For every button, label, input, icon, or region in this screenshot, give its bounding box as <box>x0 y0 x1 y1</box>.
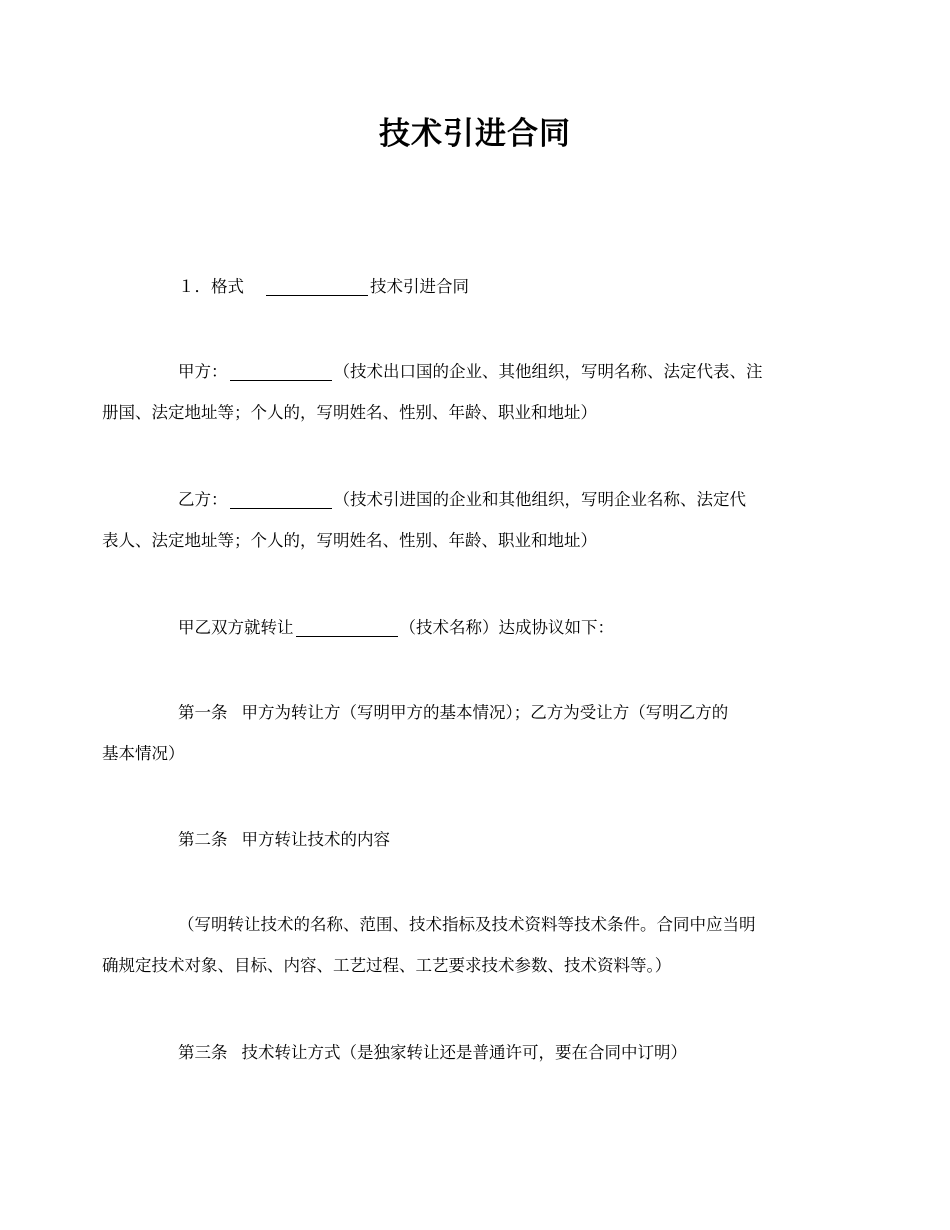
article-1-heading: 第一条 <box>178 703 228 722</box>
article-2-line <box>140 819 812 860</box>
party-b-label: 乙方： <box>178 490 228 509</box>
article-3-line <box>140 1032 812 1073</box>
party-b-paragraph <box>102 479 812 561</box>
article-3-heading: 第三条 <box>178 1043 228 1062</box>
article-2-note <box>102 904 812 986</box>
article-2-note-line1: （写明转让技术的名称、范围、技术指标及技术资料等技术条件。合同中应当明 <box>178 915 756 934</box>
agreement-suffix: （技术名称）达成协议如下： <box>399 618 614 637</box>
agreement-prefix: 甲乙双方就转让 <box>178 618 294 637</box>
party-b-blank <box>230 490 332 509</box>
article-2-heading: 第二条 <box>178 830 228 849</box>
article-3-text: 技术转让方式（是独家转让还是普通许可，要在合同中订明） <box>241 1043 687 1062</box>
article-2-note-line2: 确规定技术对象、目标、内容、工艺过程、工艺要求技术参数、技术资料等。） <box>102 956 672 975</box>
document-title: 技术引进合同 <box>379 116 571 152</box>
party-a-label: 甲方： <box>178 362 228 381</box>
format-label: １．格式 <box>178 277 244 296</box>
article-1-paragraph <box>102 692 812 774</box>
party-a-note-line2: 册国、法定地址等；个人的，写明姓名、性别、年龄、职业和地址） <box>102 403 597 422</box>
agreement-blank <box>296 618 398 637</box>
format-suffix: 技术引进合同 <box>370 277 469 296</box>
format-line <box>140 266 812 307</box>
party-a-blank <box>230 362 332 381</box>
party-a-note-line1: （技术出口国的企业、其他组织，写明名称、法定代表、注 <box>333 362 763 381</box>
party-b-note-line1: （技术引进国的企业和其他组织，写明企业名称、法定代 <box>333 490 746 509</box>
article-1-text-line1: 甲方为转让方（写明甲方的基本情况）；乙方为受让方（写明乙方的 <box>241 703 729 722</box>
article-1-text-line2: 基本情况） <box>102 744 185 763</box>
article-2-text: 甲方转让技术的内容 <box>241 830 390 849</box>
party-b-note-line2: 表人、法定地址等；个人的，写明姓名、性别、年龄、职业和地址） <box>102 531 597 550</box>
party-a-paragraph <box>102 351 812 433</box>
format-blank <box>266 277 368 296</box>
agreement-line <box>140 607 812 648</box>
